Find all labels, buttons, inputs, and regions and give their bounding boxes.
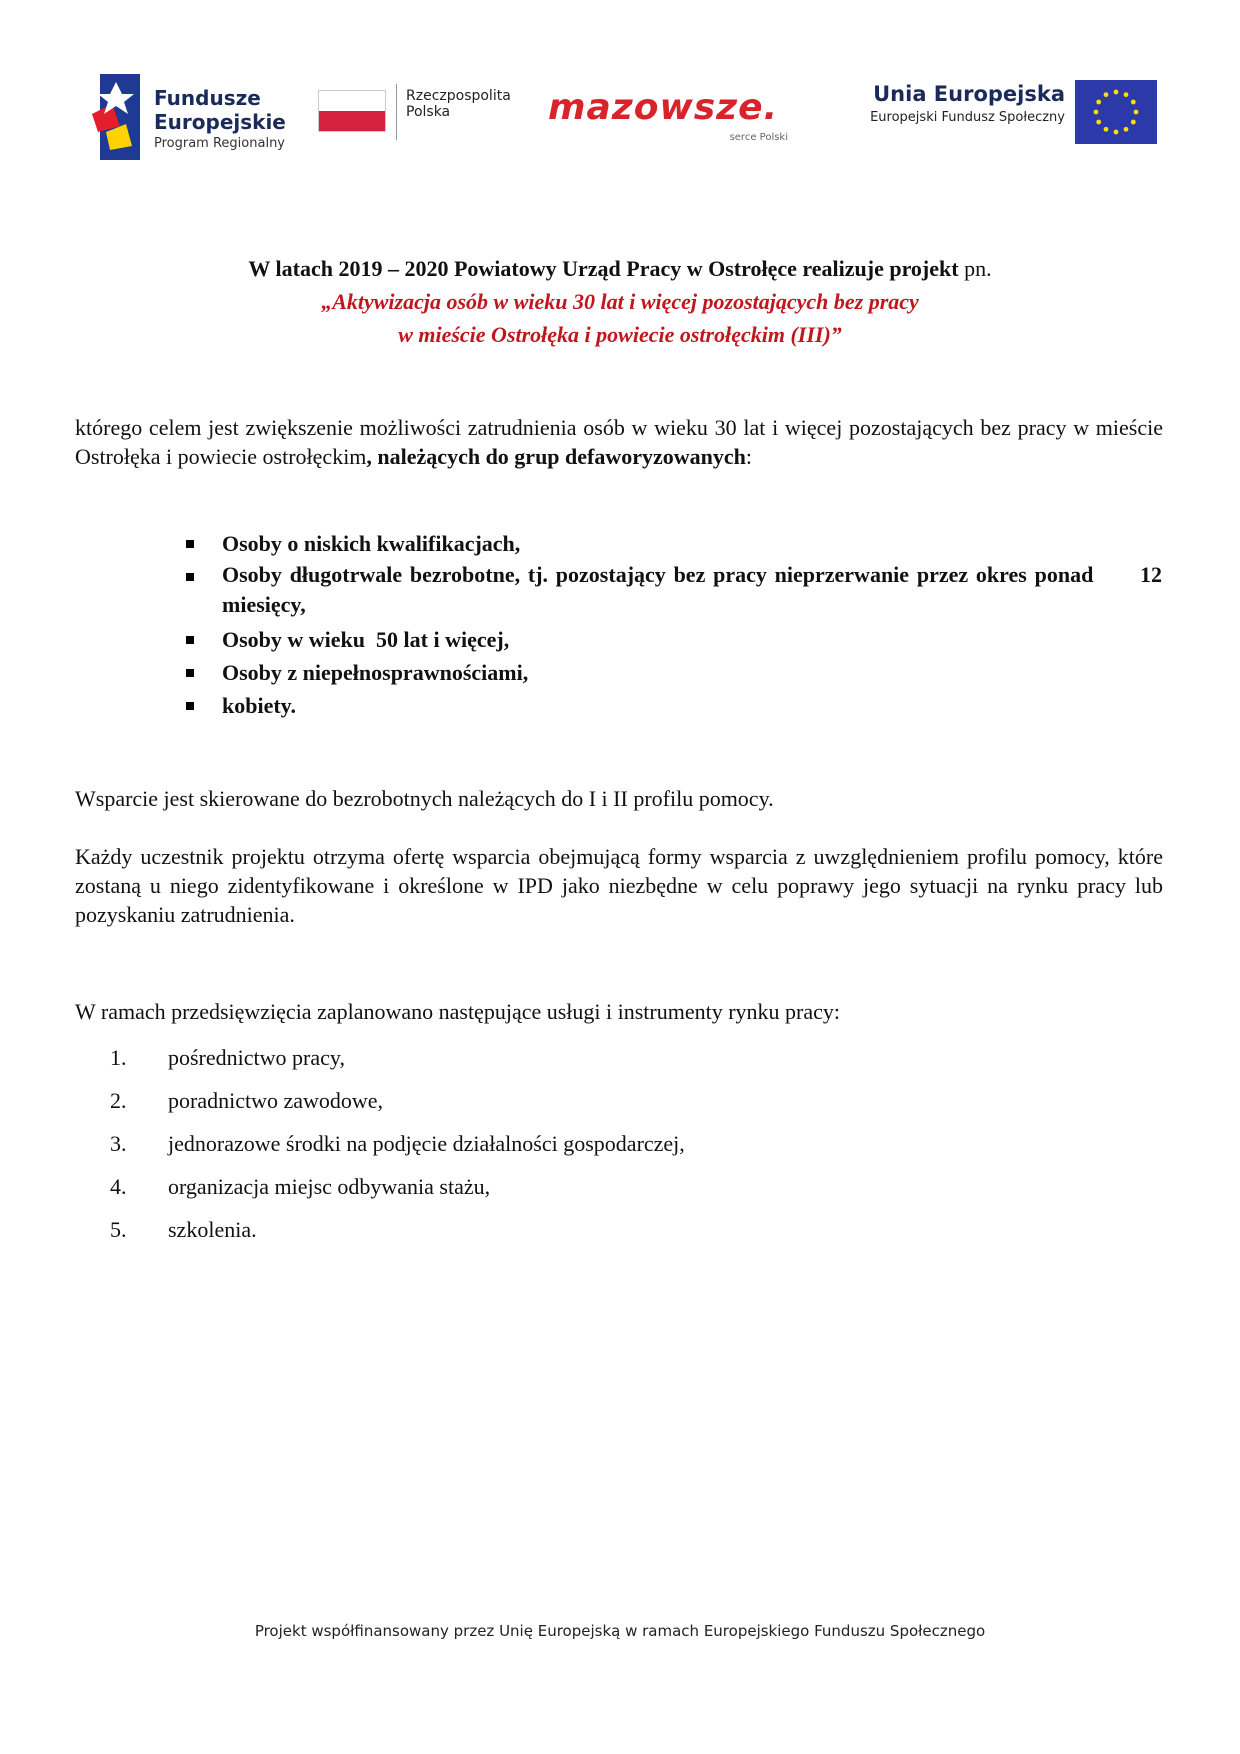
group-text: Osoby o niskich kwalifikacjach, <box>222 531 521 556</box>
list-number: 5. <box>110 1217 127 1242</box>
list-number: 1. <box>110 1045 127 1070</box>
eu-star-icon <box>1114 130 1119 135</box>
heading-main-line <box>80 252 1160 285</box>
fundusze-europejskie-logo <box>92 74 297 160</box>
unia-europejska-text-logo <box>825 80 1065 150</box>
eu-star-icon <box>1104 92 1109 97</box>
eu-star-icon <box>1131 100 1136 105</box>
list-item <box>110 1036 1010 1079</box>
eu-flag-icon <box>1075 80 1157 144</box>
eu-star-icon <box>1096 100 1101 105</box>
ue-title: Unia Europejska <box>873 82 1065 106</box>
fundusze-europejskie-text <box>154 86 286 154</box>
list-item <box>186 689 1162 722</box>
services-list <box>110 1036 1010 1251</box>
list-item <box>186 527 1162 560</box>
bullet-square-icon <box>186 636 194 644</box>
page-footer: Projekt współfinansowany przez Unię Europejską w ramach Europejskiego Funduszu Społecznego <box>254 1622 986 1640</box>
list-item <box>110 1079 1010 1122</box>
mazowsze-tagline: serce Polski <box>729 132 788 143</box>
list-item <box>110 1165 1010 1208</box>
rp-line1: Rzeczpospolita <box>406 88 511 104</box>
fe-line1: Fundusze <box>154 86 261 110</box>
service-text: poradnictwo zawodowe, <box>168 1088 384 1113</box>
fe-line2: Europejskie <box>154 110 286 134</box>
rzeczpospolita-polska-logo <box>318 84 518 144</box>
service-text: szkolenia. <box>168 1217 257 1242</box>
rp-text <box>406 88 511 120</box>
bullet-square-icon <box>186 669 194 677</box>
list-number: 3. <box>110 1131 127 1156</box>
group-text: Osoby długotrwale bezrobotne, tj. pozostający bez pracy nieprzerwanie przez okres ponad 12 miesięcy, <box>222 562 1168 617</box>
eu-star-icon <box>1104 127 1109 132</box>
group-text: Osoby z niepełnosprawnościami, <box>222 660 529 685</box>
service-text: jednorazowe środki na podjęcie działalności gospodarczej, <box>168 1131 685 1156</box>
list-number: 4. <box>110 1174 127 1199</box>
bullet-square-icon <box>186 573 194 581</box>
eu-star-icon <box>1096 120 1101 125</box>
group-text: Osoby w wieku 50 lat i więcej, <box>222 627 510 652</box>
intro-end: : <box>745 444 753 469</box>
heading-bold: W latach 2019 – 2020 Powiatowy Urząd Pracy w Ostrołęce realizuje projekt <box>248 256 959 281</box>
rp-line2: Polska <box>406 104 451 120</box>
intro-text: którego celem jest zwiększenie możliwości zatrudnienia osób w wieku 30 lat i więcej pozostających bez pracy w mieście Ostrołęka i powiecie ostrołęckim <box>75 415 1163 469</box>
eu-star-icon <box>1124 127 1129 132</box>
bullet-square-icon <box>186 702 194 710</box>
support-paragraph: Wsparcie jest skierowane do bezrobotnych należących do I i II profilu pomocy. <box>75 786 774 811</box>
offer-paragraph: Każdy uczestnik projektu otrzyma ofertę wsparcia obejmującą formy wsparcia z uwzględnieniem profilu pomocy, które zostaną u niego zidentyfikowane i określone w IPD jako niezbędne w celu poprawy jego sytuacji na rynku pracy lub pozyskaniu zatrudnienia. <box>75 844 1163 927</box>
eu-star-icon <box>1131 120 1136 125</box>
mazowsze-logo <box>548 88 828 148</box>
list-item <box>186 623 1162 656</box>
group-text: kobiety. <box>222 693 296 718</box>
project-title-line1: „Aktywizacja osób w wieku 30 lat i więcej pozostających bez pracy <box>321 289 919 314</box>
project-title-line2: w mieście Ostrołęka i powiecie ostrołęckim (III)” <box>398 322 842 347</box>
ue-subtitle: Europejski Fundusz Społeczny <box>870 110 1065 125</box>
bullet-square-icon <box>186 540 194 548</box>
list-item <box>186 656 1162 689</box>
polish-flag-icon <box>318 90 386 132</box>
heading-tail: pn. <box>958 256 992 281</box>
rp-divider <box>396 84 397 140</box>
eu-star-icon <box>1114 90 1119 95</box>
project-heading <box>80 252 1160 351</box>
eu-star-icon <box>1094 110 1099 115</box>
fe-line3: Program Regionalny <box>154 136 285 151</box>
service-text: pośrednictwo pracy, <box>168 1045 345 1070</box>
mazowsze-wordmark: mazowsze. <box>548 87 779 128</box>
target-groups-list <box>186 527 1168 722</box>
services-intro: W ramach przedsięwzięcia zaplanowano następujące usługi i instrumenty rynku pracy: <box>75 999 841 1024</box>
eu-star-icon <box>1124 92 1129 97</box>
eu-star-icon <box>1134 110 1139 115</box>
logo-bar <box>90 74 1160 164</box>
intro-paragraph <box>75 413 1163 471</box>
list-item <box>110 1122 1010 1165</box>
service-text: organizacja miejsc odbywania stażu, <box>168 1174 491 1199</box>
intro-bold: , należących do grup defaworyzowanych <box>366 444 746 469</box>
list-item <box>110 1208 1010 1251</box>
list-number: 2. <box>110 1088 127 1113</box>
fundusze-europejskie-icon <box>92 74 140 160</box>
list-item <box>186 560 1168 623</box>
